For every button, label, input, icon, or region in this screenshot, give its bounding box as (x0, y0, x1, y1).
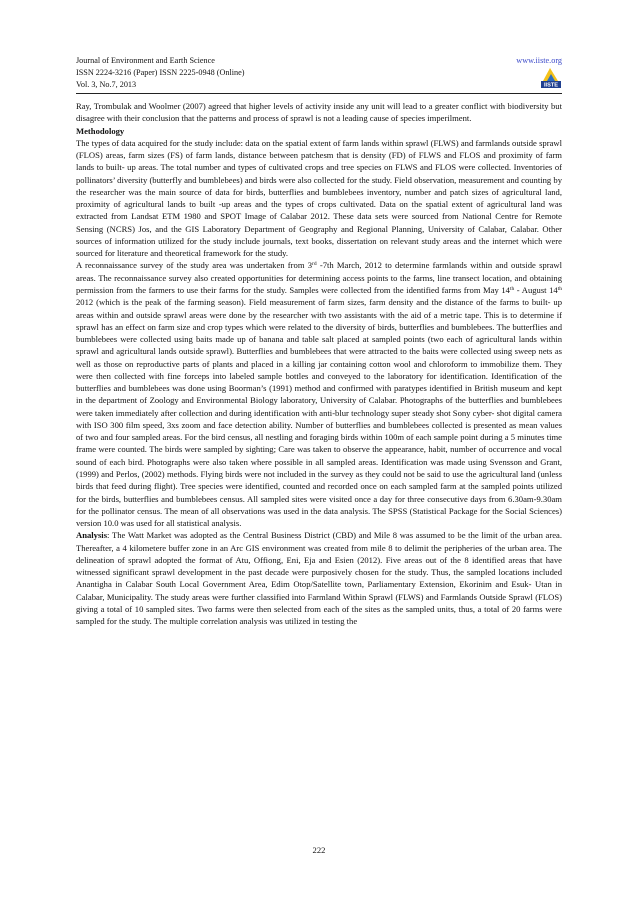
issn-line: ISSN 2224-3216 (Paper) ISSN 2225-0948 (Online) (76, 68, 245, 78)
intro-paragraph: Ray, Trombulak and Woolmer (2007) agreed that higher levels of activity inside any unit will lead to a greater conflict with biodiversity but disagree with their conclusion that the patterns and process of sprawl is not a leading cause of species imperilment. (76, 101, 562, 124)
methodology-heading: Methodology (76, 125, 125, 136)
analysis-heading: Analysis (76, 530, 108, 541)
recon-text-4: 2012 (which is the peak of the farming season). Field measurement of farm sizes, farm density and the distance of the farms to built- up areas within and outside sprawl areas were done by the researcher with two assistants with the aid of a metric tape. This is to determine if sprawl has an effect on farm size and crop types which were related to the diversity of birds, butterflies and bumblebees. The butterflies and bumblebees were collected using baits made up of banana and table salt placed at sampled points (two each of agricultural lands within sprawl and agricultural lands outside sprawl). Butterflies and bumblebees that were attracted to the baits were collected using sweep nets as well as those on reproductive parts of plants and placed in a killing jar containing cotton wool and chloroform to immobilize them. They were then collected with fine forceps into labeled sample bottles and conveyed to the laboratory for identification. Identification of the butterflies and bumblebees was done using Boorman’s (1991) method and confirmed with paratypes identified in British museum and kept in the department of Zoology and Environmental Biology laboratory, University of Calabar. Photographs of the butterflies and bumblebees were taken immediately after collection and during identification with anti-blur technology super steady shot Sony cyber- shot digital camera with ISO 300 film speed, 3xs zoom and face detection ability. Number of butterflies and bumblebees collected is presented as mean values of two and four sampled areas. For the bird census, all nestling and foraging birds within 100m of each sample point during a 5 minutes time frame were counted. The birds were sampled by sighting; Care was taken to observe the appearance, habit, number of occurrence and vocal sound of each bird. Photographs were also taken where possible in all sampled areas. Identification was made using Svensson and Grant, (1999) and Perlos, (2002) methods. Flying birds were not included in the survey as they could not be said to use the agricultural land (unless birds that feed during flight). Tree species were identified, counted and recorded once on each sampled farm at the sampled points utilized for the birds, butterflies and bumblebees census. All sampled sites were visited once a day for three consecutive days from 6.30am-9.30am for the pollinator census. The mean of all observations was used in the data analysis. The SPSS (Statistical Package for the Social Sciences) version 10.0 was used for all statistical analysis. (76, 297, 562, 529)
recon-text-3: - August 14 (514, 284, 558, 295)
superscript-th-may: th (509, 285, 515, 292)
analysis-paragraph (76, 529, 562, 627)
volume-line: Vol. 3, No.7, 2013 (76, 80, 137, 90)
methodology-paragraph: The types of data acquired for the study include: data on the spatial extent of farm lands within sprawl (FLWS) and farmlands outside sprawl (FLOS) areas, farm sizes (FS) of farm lands, distance between patchesm that is density (FD) of FLWS and FLOS and proximity of farm lands to built- up areas. The total number and types of cultivated crops and tree species on FLWS and FLOS were collected. Inventories of pollinators’ diversity (butterfly and bumblebees) and birds were also collected for the study. Field observation, measurement and counting by the researcher was the main source of data for birds, butterflies and bumblebees inventory, number and patch sizes of agricultural land, proximity of agricultural lands to built -up areas and the types of crops cultivated. Data on the spatial extent of agricultural land was extracted from Landsat ETM 1980 and SPOT Image of Calabar 2012. These data sets were sourced from National Centre for Remote Sensing (NCRS) Jos, and the GIS Laboratory Department of Geography and Regional Planning, University of Calabar, Calabar. Other sources of information utilized for the study include journals, text books, dissertation on relevant study areas and the internet which were sourced for literature and theoretical framework for the study. (76, 137, 562, 259)
recon-text-1: A reconnaissance survey of the study area was undertaken from 3 (76, 260, 313, 271)
journal-url-link[interactable]: www.iiste.org (516, 56, 562, 65)
header-rule (76, 93, 562, 94)
reconnaissance-paragraph (76, 259, 562, 529)
logo-wordmark: IISTE (544, 82, 558, 88)
journal-title: Journal of Environment and Earth Science (76, 56, 215, 65)
analysis-text: : The Watt Market was adopted as the Central Business District (CBD) and Mile 8 was assumed to be the limit of the urban area. Thereafter, a 4 kilometere buffer zone in an Arc GIS environment was created from mile 8 to delimit the peripheries of the urban area. The delineation of sprawl adopted the format of Atu, Offiong, Eni, Eja and Esien (2012). Five areas out of the 8 identified areas that have witnessed significant sprawl development in the past decade were purposively chosen for the study. Thus, the sampled locations included Anantigha in Calabar South Local Government Area, Edim Otop/Satellite town, Parliamentary Extension, Ekorinim and Esuk- Utan in Calabar, Municipality. The study areas were further classified into Farmland Within Sprawl (FLWS) and Farmlands Outside Sprawl (FLOS) giving a total of 10 sampled sites. Two farms were then selected from each of the sites as the sampled units, thus, a total of 20 farms were sampled for the study. The multiple correlation analysis was utilized in testing the (76, 530, 562, 627)
article-body (76, 100, 562, 627)
superscript-rd: rd (312, 261, 317, 268)
page-number: 222 (312, 845, 326, 855)
recon-text-2: -7th March, 2012 to determine farmlands within and outside sprawl areas. The reconnaissance survey also created opportunities for determining access points to the farms, line transect location, and obtaining permission from the farmers to use their farms for the study. Samples were collected from the identified farms from May 14 (76, 260, 562, 295)
running-header (76, 55, 562, 92)
iiste-logo-icon (540, 66, 562, 88)
superscript-th-august: th (557, 285, 562, 292)
